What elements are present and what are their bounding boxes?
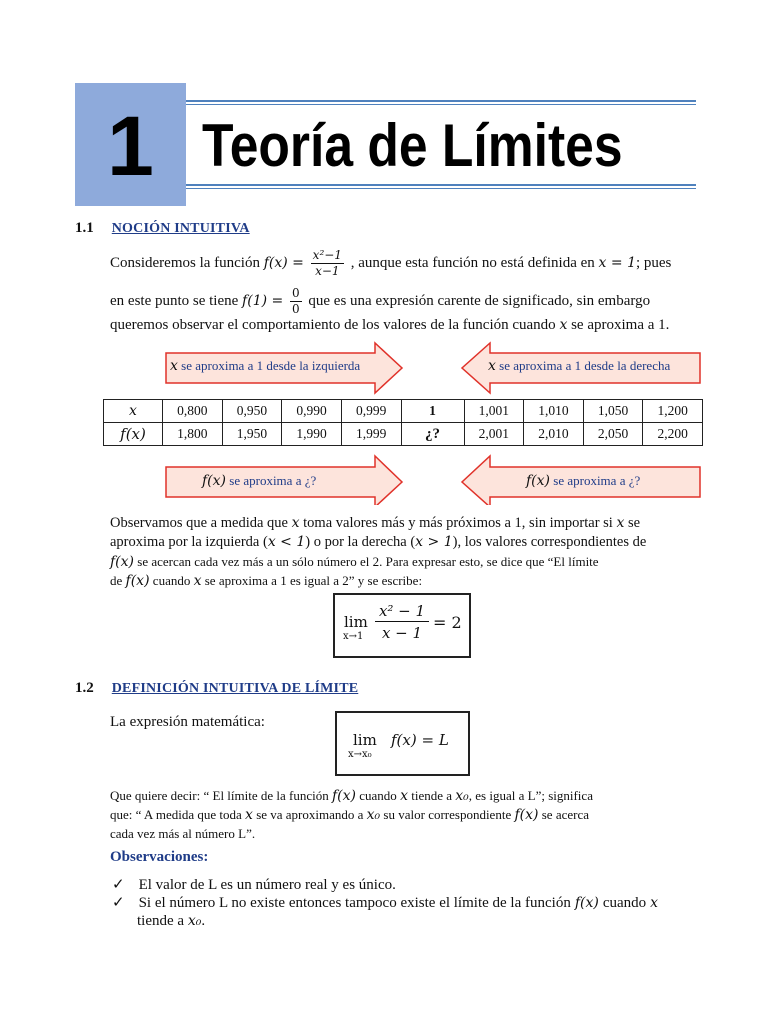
limit-values-table (103, 399, 703, 446)
chapter-number: 1 (107, 99, 154, 193)
observation-item-1: ✓ El valor de L es un número real y es único. (112, 875, 396, 893)
limit-definition-box (335, 711, 470, 776)
table-cell: 0,999 (341, 400, 401, 423)
check-icon: ✓ (112, 893, 125, 911)
table-cell: 1,950 (222, 423, 282, 446)
observe-line-1: Observamos que a medida que x toma valores más y más próximos a 1, sin importar si x se (110, 515, 641, 531)
limit-expression: f(x) = L (391, 731, 449, 749)
table-cell: 2,001 (464, 423, 524, 446)
table-cell: 1,990 (282, 423, 342, 446)
section-1-paragraph-line-3: queremos observar el comportamiento de los valores de la función cuando x se aproxima a 1. (110, 317, 670, 333)
header-rule-top (186, 100, 696, 102)
limit-result: = 2 (433, 613, 462, 632)
table-cell: 1,050 (583, 400, 643, 423)
arrow-label-left-bottom: f(x) se aproxima a ¿? (202, 473, 317, 489)
observe-line-4: de f(x) cuando x se aproxima a 1 es igual a 2” y se escribe: (110, 573, 423, 589)
fraction-zero-over-zero: $\frac{0}{0}$ (292, 286, 300, 316)
arrow-label-left-top: x se aproxima a 1 desde la izquierda (170, 358, 361, 374)
lim-subscript-2: x→x₀ (348, 749, 372, 760)
table-row-label: f(x) (104, 423, 163, 446)
check-icon: ✓ (112, 875, 125, 893)
header-rule-bottom-thin (186, 188, 696, 189)
section-1-paragraph-line-1: Consideremos la función f(x) = $\frac{\text{x²−1}}{x-1}$ , aunque esta función no está definida en x = 1; pues (110, 248, 672, 278)
observe-line-3: f(x) se acercan cada vez más a un sólo número el 2. Para expresar esto, se dice que “El límite (110, 554, 599, 570)
table-cell-center: ¿? (401, 423, 464, 446)
arrow-label-right-top: x se aproxima a 1 desde la derecha (488, 358, 671, 374)
table-cell: 0,950 (222, 400, 282, 423)
header-rule-top-thin (186, 104, 696, 105)
table-cell: 1,001 (464, 400, 524, 423)
section-1-title: NOCIÓN INTUITIVA (111, 221, 250, 236)
chapter-title: Teoría de Límites (202, 112, 623, 179)
observe-line-2: aproxima por la izquierda (x < 1) o por la derecha (x > 1), los valores correspondientes de (110, 534, 647, 550)
limit-equation-box (333, 593, 471, 658)
section-1-number: 1.1 (75, 220, 94, 236)
table-cell: 2,050 (583, 423, 643, 446)
arrow-label-right-bottom: f(x) se aproxima a ¿? (526, 473, 641, 489)
fraction-definition: $\frac{\text{x²−1}}{x-1}$ (312, 248, 342, 278)
lim-operator: lim (344, 613, 368, 631)
lim-operator-2: lim (353, 731, 377, 749)
lim-subscript: x→1 (343, 631, 364, 642)
table-cell: 2,010 (524, 423, 584, 446)
table-cell: 0,800 (163, 400, 223, 423)
section-2-number: 1.2 (75, 680, 94, 696)
table-cell: 2,200 (643, 423, 703, 446)
table-cell: 1,010 (524, 400, 584, 423)
table-cell: 0,990 (282, 400, 342, 423)
table-row-x (104, 400, 703, 423)
table-cell: 1,200 (643, 400, 703, 423)
meaning-line-3: cada vez más al número L”. (110, 826, 256, 841)
table-cell: 1,999 (341, 423, 401, 446)
section-1-heading (75, 219, 250, 237)
table-cell: 1,800 (163, 423, 223, 446)
table-row-label: x (104, 400, 163, 423)
observations-title: Observaciones: (110, 849, 209, 865)
limit-fraction: x² − 1 x − 1 (375, 601, 429, 644)
section-2-intro: La expresión matemática: (110, 714, 265, 730)
meaning-line-2: que: “ A medida que toda x se va aproximando a x₀ su valor correspondiente f(x) se acerca (110, 807, 589, 823)
section-1-paragraph-line-2: en este punto se tiene f(1) = $\frac{0}{0}$ que es una expresión carente de significado, sin embargo (110, 286, 651, 316)
section-2-heading (75, 679, 358, 697)
section-2-title: DEFINICIÓN INTUITIVA DE LÍMITE (111, 681, 359, 696)
meaning-line-1: Que quiere decir: “ El límite de la función f(x) cuando x tiende a x₀, es igual a L”; significa (110, 788, 593, 804)
table-cell-center: 1 (401, 400, 464, 423)
header-rule-bottom (186, 184, 696, 186)
observation-item-2: ✓ Si el número L no existe entonces tampoco existe el límite de la función f(x) cuando x (112, 893, 659, 911)
table-row-fx (104, 423, 703, 446)
observation-item-2-continued: tiende a x₀. (137, 913, 206, 929)
